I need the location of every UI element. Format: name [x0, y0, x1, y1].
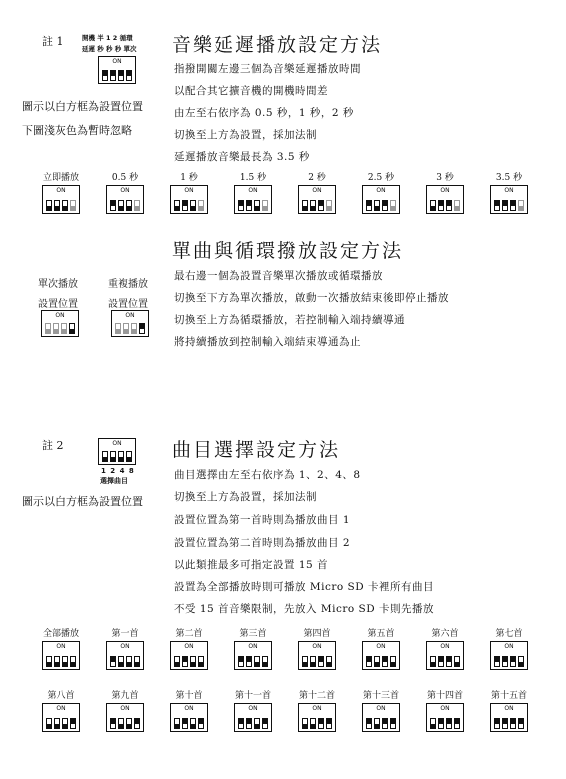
- dip-lever-3: [190, 200, 196, 211]
- dip-lever-4: [198, 200, 204, 211]
- dip-lever-1: [45, 323, 51, 334]
- caption-gray-ignore: 下圖淺灰色為暫時忽略: [22, 124, 132, 137]
- on-label: ON: [120, 705, 130, 712]
- loop-line-1: 最右邊一個為設置音樂單次播放或循環播放: [174, 270, 383, 282]
- dip-lever-3: [318, 200, 324, 211]
- track-14-label: 第十四首: [426, 691, 463, 701]
- dip-lever-4: [70, 718, 76, 729]
- dip-lever-4: [454, 656, 460, 667]
- dip-lever-2: [54, 718, 60, 729]
- dip-lever-1: [102, 451, 108, 462]
- caption-white-box-2: 圖示以白方框為設置位置: [22, 495, 143, 508]
- dip-lever-4: [518, 656, 524, 667]
- dip-lever-3: [254, 718, 260, 729]
- dip-lever-4: [139, 323, 145, 334]
- track-12-dip-switch: [298, 703, 336, 732]
- track-6-label: 第六首: [431, 629, 459, 639]
- dip-lever-2: [438, 656, 444, 667]
- track-line-6: 設置為全部播放時則可播放 Micro SD 卡裡所有曲目: [174, 581, 434, 593]
- delay-line-5: 延遲播放音樂最長為 3.5 秒: [174, 151, 310, 163]
- track-3-dip-switch: [234, 641, 272, 670]
- dip-lever-2: [246, 656, 252, 667]
- dip-lever-4: [326, 656, 332, 667]
- on-label: ON: [312, 643, 322, 650]
- dip-lever-3: [254, 200, 260, 211]
- on-label: ON: [504, 187, 514, 194]
- track-7-dip-switch: [490, 641, 528, 670]
- switch-numbers: 1 2 4 8: [101, 467, 135, 475]
- dip-lever-4: [126, 451, 132, 462]
- delay-line-3: 由左至右依序為 0.5 秒，1 秒，2 秒: [174, 107, 354, 119]
- delay-6-dip-switch: [426, 185, 464, 214]
- dip-lever-1: [430, 656, 436, 667]
- dip-lever-4: [70, 656, 76, 667]
- repeat-play-label: 重複播放: [108, 279, 148, 290]
- dip-lever-2: [502, 718, 508, 729]
- track-15-label: 第十五首: [490, 691, 527, 701]
- on-label: ON: [56, 187, 66, 194]
- dip-lever-2: [502, 656, 508, 667]
- track-0-label: 全部播放: [42, 629, 79, 639]
- track-3-label: 第三首: [239, 629, 267, 639]
- dip-lever-1: [302, 200, 308, 211]
- delay-line-4: 切換至上方為設置，採加法制: [174, 129, 317, 141]
- dip-switch-repeat: [111, 310, 149, 337]
- track-15-dip-switch: [490, 703, 528, 732]
- dip-lever-4: [134, 718, 140, 729]
- repeat-set-pos-label: 設置位置: [108, 299, 148, 310]
- track-9-dip-switch: [106, 703, 144, 732]
- dip-lever-1: [494, 718, 500, 729]
- delay-switch-row: [0, 170, 566, 230]
- dip-lever-1: [430, 200, 436, 211]
- dip-lever-3: [318, 656, 324, 667]
- on-label: ON: [120, 643, 130, 650]
- switch-caption-track: 選擇曲目: [100, 477, 128, 485]
- on-label: ON: [184, 705, 194, 712]
- dip-lever-3: [446, 656, 452, 667]
- dip-lever-1: [102, 70, 108, 81]
- track-13-dip-switch: [362, 703, 400, 732]
- track-7-label: 第七首: [495, 629, 523, 639]
- dip-lever-4: [198, 718, 204, 729]
- dip-switch-legend: [98, 56, 136, 84]
- dip-lever-2: [438, 718, 444, 729]
- track-5-dip-switch: [362, 641, 400, 670]
- delay-line-1: 指撥開關左邊三個為音樂延遲播放時間: [174, 63, 361, 75]
- delay-1-dip-switch: [106, 185, 144, 214]
- dip-lever-4: [326, 200, 332, 211]
- delay-6-label: 3 秒: [436, 173, 454, 183]
- dip-lever-1: [238, 718, 244, 729]
- dip-lever-4: [454, 200, 460, 211]
- track-11-dip-switch: [234, 703, 272, 732]
- dip-lever-4: [518, 200, 524, 211]
- dip-lever-1: [494, 656, 500, 667]
- dip-lever-4: [454, 718, 460, 729]
- dip-lever-1: [366, 200, 372, 211]
- track-line-5: 以此類推最多可指定設置 15 首: [174, 559, 329, 571]
- delay-4-label: 2 秒: [308, 173, 326, 183]
- track-4-label: 第四首: [303, 629, 331, 639]
- on-label: ON: [55, 312, 65, 319]
- dip-lever-3: [382, 200, 388, 211]
- track-9-label: 第九首: [111, 691, 139, 701]
- dip-lever-1: [174, 656, 180, 667]
- section-title-track: 曲目選擇設定方法: [172, 439, 341, 461]
- dip-lever-2: [54, 200, 60, 211]
- on-label: ON: [56, 643, 66, 650]
- track-4-dip-switch: [298, 641, 336, 670]
- on-label: ON: [56, 705, 66, 712]
- track-11-label: 第十一首: [234, 691, 271, 701]
- delay-3-label: 1.5 秒: [239, 173, 267, 183]
- dip-lever-1: [110, 656, 116, 667]
- track-line-2: 切換至上方為設置，採加法制: [174, 491, 317, 503]
- dip-lever-2: [310, 718, 316, 729]
- delay-7-label: 3.5 秒: [495, 173, 523, 183]
- dip-lever-1: [174, 200, 180, 211]
- delay-line-2: 以配合其它擴音機的開機時間差: [174, 85, 328, 97]
- dip-lever-3: [318, 718, 324, 729]
- on-label: ON: [440, 643, 450, 650]
- dip-lever-3: [510, 200, 516, 211]
- track-0-dip-switch: [42, 641, 80, 670]
- delay-4-dip-switch: [298, 185, 336, 214]
- dip-lever-3: [62, 656, 68, 667]
- dip-lever-2: [118, 718, 124, 729]
- loop-line-2: 切換至下方為單次播放，啟動一次播放結束後即停止播放: [174, 292, 449, 304]
- dip-lever-3: [510, 656, 516, 667]
- on-label: ON: [312, 187, 322, 194]
- track-switch-row-1: [0, 626, 566, 686]
- track-8-dip-switch: [42, 703, 80, 732]
- delay-2-dip-switch: [170, 185, 208, 214]
- dip-lever-2: [374, 200, 380, 211]
- dip-lever-3: [382, 656, 388, 667]
- track-10-dip-switch: [170, 703, 208, 732]
- dip-lever-4: [262, 200, 268, 211]
- on-label: ON: [248, 705, 258, 712]
- dip-switch-track-legend: [98, 438, 136, 465]
- on-label: ON: [184, 643, 194, 650]
- dip-lever-3: [118, 451, 124, 462]
- dip-lever-2: [374, 718, 380, 729]
- track-line-3: 設置位置為第一首時則為播放曲目 1: [174, 514, 351, 526]
- on-label: ON: [248, 643, 258, 650]
- dip-lever-2: [54, 656, 60, 667]
- dip-lever-2: [53, 323, 59, 334]
- on-label: ON: [112, 58, 122, 65]
- on-label: ON: [440, 705, 450, 712]
- dip-lever-4: [390, 200, 396, 211]
- dip-lever-3: [62, 200, 68, 211]
- single-set-pos-label: 設置位置: [38, 299, 78, 310]
- track-5-label: 第五首: [367, 629, 395, 639]
- dip-lever-3: [62, 718, 68, 729]
- on-label: ON: [376, 705, 386, 712]
- dip-lever-3: [382, 718, 388, 729]
- delay-3-dip-switch: [234, 185, 272, 214]
- dip-lever-3: [126, 718, 132, 729]
- on-label: ON: [440, 187, 450, 194]
- dip-lever-3: [446, 200, 452, 211]
- dip-lever-4: [390, 718, 396, 729]
- on-label: ON: [504, 643, 514, 650]
- track-switch-row-2: [0, 688, 566, 748]
- dip-lever-1: [46, 718, 52, 729]
- on-label: ON: [120, 187, 130, 194]
- dip-lever-3: [190, 718, 196, 729]
- delay-2-label: 1 秒: [180, 173, 198, 183]
- dip-lever-3: [126, 656, 132, 667]
- dip-lever-4: [518, 718, 524, 729]
- dip-lever-4: [326, 718, 332, 729]
- dip-lever-2: [374, 656, 380, 667]
- dip-lever-2: [246, 200, 252, 211]
- dip-lever-4: [198, 656, 204, 667]
- on-label: ON: [504, 705, 514, 712]
- dip-lever-4: [69, 323, 75, 334]
- dip-lever-1: [46, 200, 52, 211]
- track-line-7: 不受 15 首音樂限制，先放入 Micro SD 卡則先播放: [174, 603, 434, 615]
- dip-lever-2: [502, 200, 508, 211]
- delay-0-label: 立即播放: [42, 173, 79, 183]
- dip-lever-1: [115, 323, 121, 334]
- track-1-dip-switch: [106, 641, 144, 670]
- loop-line-3: 切換至上方為循環播放，若控制輸入端持續導通: [174, 314, 405, 326]
- section-title-delay: 音樂延遲播放設定方法: [172, 34, 383, 56]
- dip-lever-2: [246, 718, 252, 729]
- dip-switch-single: [41, 310, 79, 337]
- single-play-label: 單次播放: [38, 279, 78, 290]
- dip-lever-1: [238, 656, 244, 667]
- track-2-label: 第二首: [175, 629, 203, 639]
- dip-lever-4: [126, 70, 132, 81]
- note-2-label: 註 2: [42, 439, 64, 452]
- delay-5-dip-switch: [362, 185, 400, 214]
- on-label: ON: [125, 312, 135, 319]
- on-label: ON: [248, 187, 258, 194]
- dip-lever-2: [182, 656, 188, 667]
- track-line-1: 曲目選擇由左至右依序為 1、2、4、8: [174, 469, 361, 481]
- on-label: ON: [112, 440, 122, 447]
- on-label: ON: [312, 705, 322, 712]
- delay-0-dip-switch: [42, 185, 80, 214]
- dip-lever-3: [510, 718, 516, 729]
- dip-lever-2: [438, 200, 444, 211]
- delay-1-label: 0.5 秒: [111, 173, 139, 183]
- track-12-label: 第十二首: [298, 691, 335, 701]
- track-1-label: 第一首: [111, 629, 139, 639]
- delay-5-label: 2.5 秒: [367, 173, 395, 183]
- dip-lever-2: [310, 656, 316, 667]
- track-2-dip-switch: [170, 641, 208, 670]
- delay-7-dip-switch: [490, 185, 528, 214]
- dip-lever-4: [134, 200, 140, 211]
- on-label: ON: [376, 643, 386, 650]
- dip-lever-3: [61, 323, 67, 334]
- dip-lever-1: [366, 656, 372, 667]
- dip-lever-1: [302, 656, 308, 667]
- dip-lever-2: [182, 718, 188, 729]
- dip-lever-1: [110, 200, 116, 211]
- dip-lever-4: [70, 200, 76, 211]
- dip-lever-2: [118, 656, 124, 667]
- on-label: ON: [376, 187, 386, 194]
- dip-lever-4: [390, 656, 396, 667]
- dip-lever-3: [118, 70, 124, 81]
- dip-lever-4: [262, 656, 268, 667]
- dip-lever-1: [494, 200, 500, 211]
- dip-lever-4: [134, 656, 140, 667]
- track-14-dip-switch: [426, 703, 464, 732]
- track-6-dip-switch: [426, 641, 464, 670]
- dip-lever-3: [254, 656, 260, 667]
- dip-lever-3: [131, 323, 137, 334]
- loop-line-4: 將持續播放到控制輸入端結束導通為止: [174, 336, 361, 348]
- dip-lever-2: [110, 451, 116, 462]
- dip-lever-2: [310, 200, 316, 211]
- dip-lever-1: [430, 718, 436, 729]
- section-title-loop: 單曲與循環撥放設定方法: [172, 240, 404, 262]
- dip-lever-2: [118, 200, 124, 211]
- dip-lever-1: [238, 200, 244, 211]
- dip-lever-2: [110, 70, 116, 81]
- switch-header-bottom: 延遲 秒 秒 秒 單次: [82, 45, 137, 53]
- switch-header-top: 開機 半 1 2 循環: [82, 34, 133, 42]
- track-8-label: 第八首: [47, 691, 75, 701]
- dip-lever-1: [174, 718, 180, 729]
- dip-lever-1: [110, 718, 116, 729]
- track-line-4: 設置位置為第二首時則為播放曲目 2: [174, 537, 351, 549]
- dip-lever-1: [366, 718, 372, 729]
- dip-lever-1: [46, 656, 52, 667]
- caption-white-box: 圖示以白方框為設置位置: [22, 100, 143, 113]
- dip-lever-3: [126, 200, 132, 211]
- dip-lever-1: [302, 718, 308, 729]
- dip-lever-2: [182, 200, 188, 211]
- dip-lever-4: [262, 718, 268, 729]
- dip-lever-3: [446, 718, 452, 729]
- track-10-label: 第十首: [175, 691, 203, 701]
- on-label: ON: [184, 187, 194, 194]
- track-13-label: 第十三首: [362, 691, 399, 701]
- dip-lever-3: [190, 656, 196, 667]
- note-1-label: 註 1: [42, 35, 64, 48]
- dip-lever-2: [123, 323, 129, 334]
